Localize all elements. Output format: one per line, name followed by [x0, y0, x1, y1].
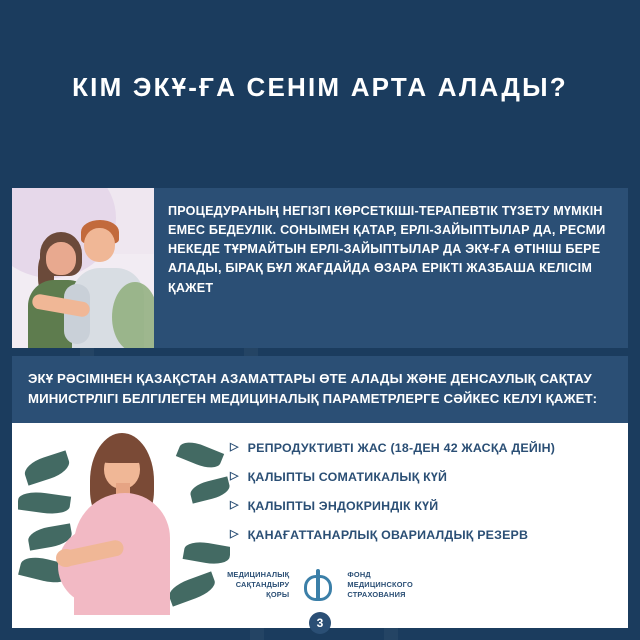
list-item-label: ҚАЛЫПТЫ СОМАТИКАЛЫҚ КҮЙ	[247, 469, 448, 484]
triangle-marker-icon: ▷	[230, 469, 239, 482]
info-card-couple	[12, 188, 628, 348]
triangle-marker-icon: ▷	[230, 527, 239, 540]
list-item-label: РЕПРОДУКТИВТІ ЖАС (18-ДЕН 42 ЖАСҚА ДЕЙІН)	[247, 440, 556, 455]
triangle-marker-icon: ▷	[230, 498, 239, 511]
info-card-criteria	[12, 356, 628, 628]
card-couple-text: ПРОЦЕДУРАНЫҢ НЕГІЗГІ КӨРСЕТКІШІ-ТЕРАПЕВТІК ТҮЗЕТУ МҮМКІН ЕМЕС БЕДЕУЛІК. СОНЫМЕН ҚАТАР, ЕРЛІ-ЗАЙЫПТЫЛАР ДА, РЕСМИ НЕКЕДЕ ТҰРМАЙТЫН ЕРЛІ-ЗАЙЫПТЫЛАР ДА ЭКҰ-ҒА ӨТІНІШ БЕРЕ АЛАДЫ, БІРАҚ БҰЛ ЖАҒДАЙДА ӨЗАРА ЕРІКТІ ЖАЗБАША КЕЛІСІМ ҚАЖЕТ	[168, 204, 606, 295]
list-item	[230, 499, 620, 513]
list-item	[230, 528, 620, 542]
criteria-body	[12, 423, 628, 615]
header	[0, 0, 640, 175]
page-number-badge: 3	[309, 612, 331, 634]
page-title: КІМ ЭКҰ-ҒА СЕНІМ АРТА АЛАДЫ?	[72, 72, 568, 103]
fund-logo-icon	[303, 569, 333, 601]
organization-logo	[12, 569, 628, 601]
list-item	[230, 470, 620, 484]
list-item-label: ҚАНАҒАТТАНАРЛЫҚ ОВАРИАЛДЫҚ РЕЗЕРВ	[247, 527, 529, 542]
list-item-label: ҚАЛЫПТЫ ЭНДОКРИНДІК КҮЙ	[247, 498, 439, 513]
triangle-marker-icon: ▷	[230, 440, 239, 453]
couple-illustration	[12, 188, 154, 348]
criteria-list	[230, 441, 620, 557]
list-item	[230, 441, 620, 455]
logo-text-russian: ФОНД МЕДИЦИНСКОГО СТРАХОВАНИЯ	[347, 569, 413, 599]
criteria-heading: ЭКҰ РӘСІМІНЕН ҚАЗАҚСТАН АЗАМАТТАРЫ ӨТЕ АЛАДЫ ЖӘНЕ ДЕНСАУЛЫҚ САҚТАУ МИНИСТРЛІГІ БЕЛГІЛЕГЕН МЕДИЦИНАЛЫҚ ПАРАМЕТРЛЕРГЕ СӘЙКЕС КЕЛУІ ҚАЖЕТ:	[12, 356, 628, 423]
logo-text-kazakh: МЕДИЦИНАЛЫҚ САҚТАНДЫРУ ҚОРЫ	[227, 569, 290, 599]
